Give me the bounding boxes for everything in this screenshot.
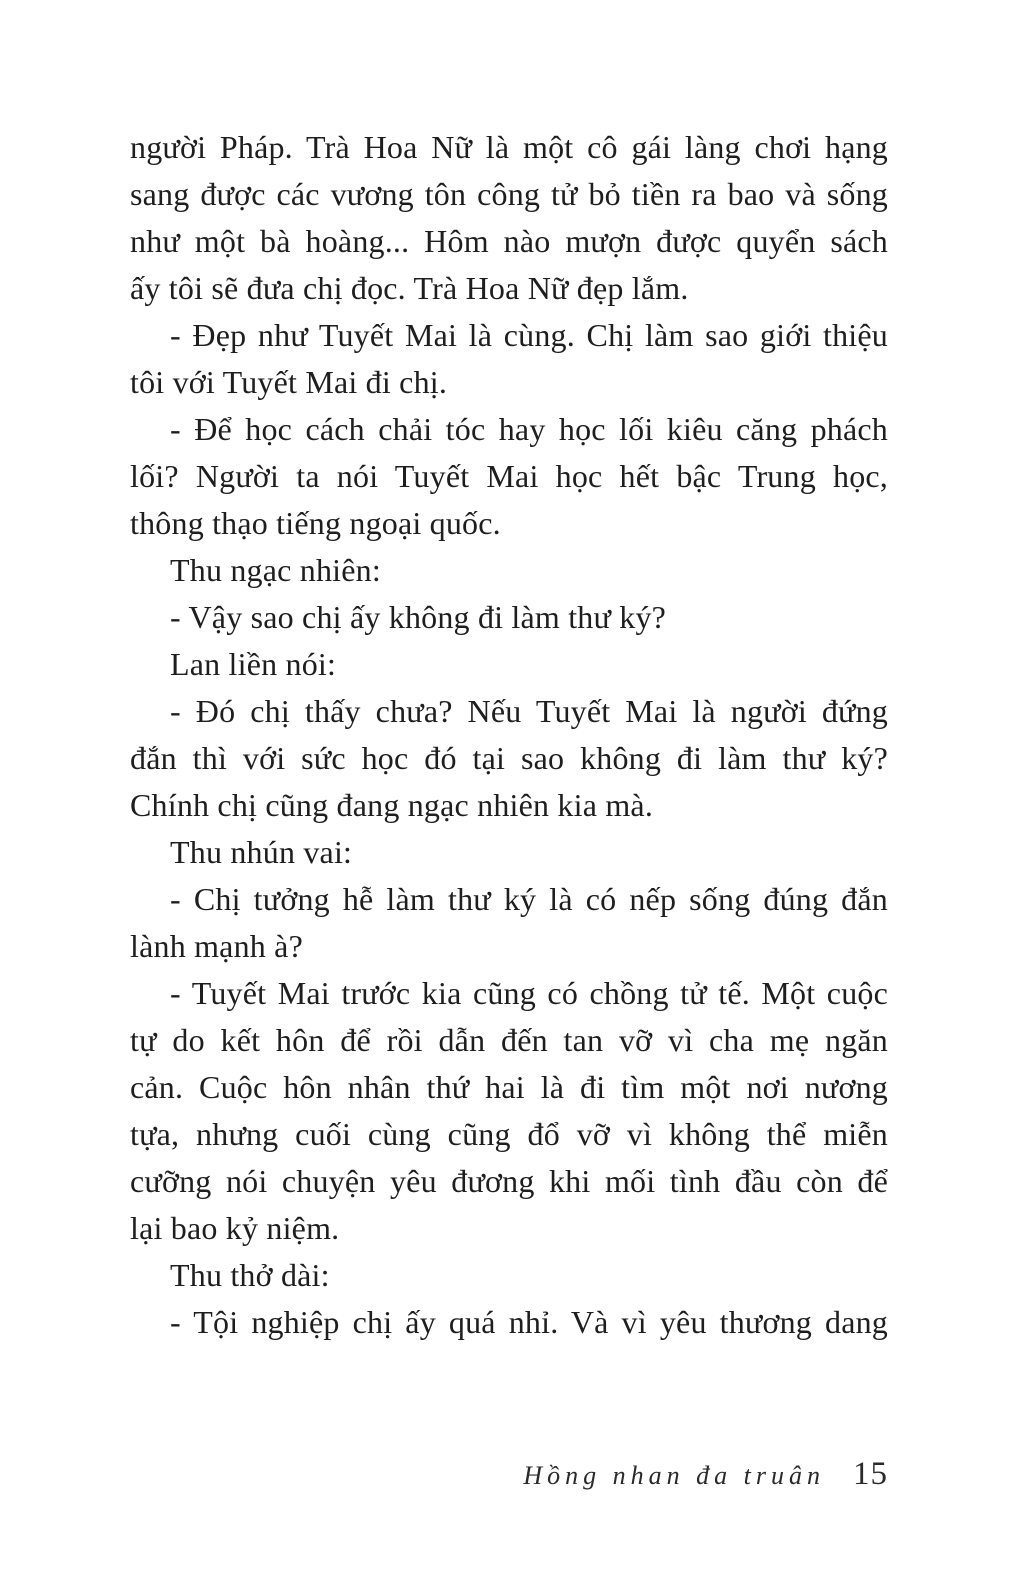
text-line: - Vậy sao chị ấy không đi làm thư ký? xyxy=(170,599,667,635)
text-line: tự do kết hôn để rồi dẫn đến tan vỡ vì cha mẹ ngăn xyxy=(130,1022,888,1058)
text-line: - Tội nghiệp chị ấy quá nhỉ. Và vì yêu thương dang xyxy=(170,1304,888,1340)
text-line: - Để học cách chải tóc hay học lối kiêu căng phách xyxy=(170,411,888,447)
text-line: sang được các vương tôn công tử bỏ tiền ra bao và sống xyxy=(130,176,888,212)
text-line: Thu thở dài: xyxy=(170,1257,330,1293)
text-line: tôi với Tuyết Mai đi chị. xyxy=(130,364,448,400)
body-text xyxy=(130,124,888,1346)
running-title: Hồng nhan đa truân xyxy=(523,1461,825,1490)
text-line: cản. Cuộc hôn nhân thứ hai là đi tìm một nơi nương xyxy=(130,1069,888,1105)
text-line: Lan liền nói: xyxy=(170,646,337,682)
text-line: lại bao kỷ niệm. xyxy=(130,1210,340,1246)
text-line: tựa, nhưng cuối cùng cũng đổ vỡ vì không thể miễn xyxy=(130,1116,888,1152)
page-number: 15 xyxy=(853,1456,888,1492)
text-line: - Chị tưởng hễ làm thư ký là có nếp sống đúng đắn xyxy=(170,881,888,917)
text-line: đắn thì với sức học đó tại sao không đi làm thư ký? xyxy=(130,740,888,776)
text-line: người Pháp. Trà Hoa Nữ là một cô gái làng chơi hạng xyxy=(130,129,888,165)
text-line: - Tuyết Mai trước kia cũng có chồng tử tế. Một cuộc xyxy=(170,975,888,1011)
text-line: cưỡng nói chuyện yêu đương khi mối tình đầu còn để xyxy=(130,1163,888,1199)
text-line: như một bà hoàng... Hôm nào mượn được quyển sách xyxy=(130,223,888,259)
text-line: lối? Người ta nói Tuyết Mai học hết bậc Trung học, xyxy=(130,458,888,494)
page-footer xyxy=(130,1456,888,1493)
text-line: - Đó chị thấy chưa? Nếu Tuyết Mai là người đứng xyxy=(170,693,888,729)
text-line: Thu nhún vai: xyxy=(170,834,353,870)
text-line: Chính chị cũng đang ngạc nhiên kia mà. xyxy=(130,787,654,823)
text-line: lành mạnh à? xyxy=(130,928,303,964)
text-line: ấy tôi sẽ đưa chị đọc. Trà Hoa Nữ đẹp lắm. xyxy=(130,270,689,306)
text-line: thông thạo tiếng ngoại quốc. xyxy=(130,505,501,541)
text-line: - Đẹp như Tuyết Mai là cùng. Chị làm sao giới thiệu xyxy=(170,317,888,353)
text-line: Thu ngạc nhiên: xyxy=(170,552,381,588)
